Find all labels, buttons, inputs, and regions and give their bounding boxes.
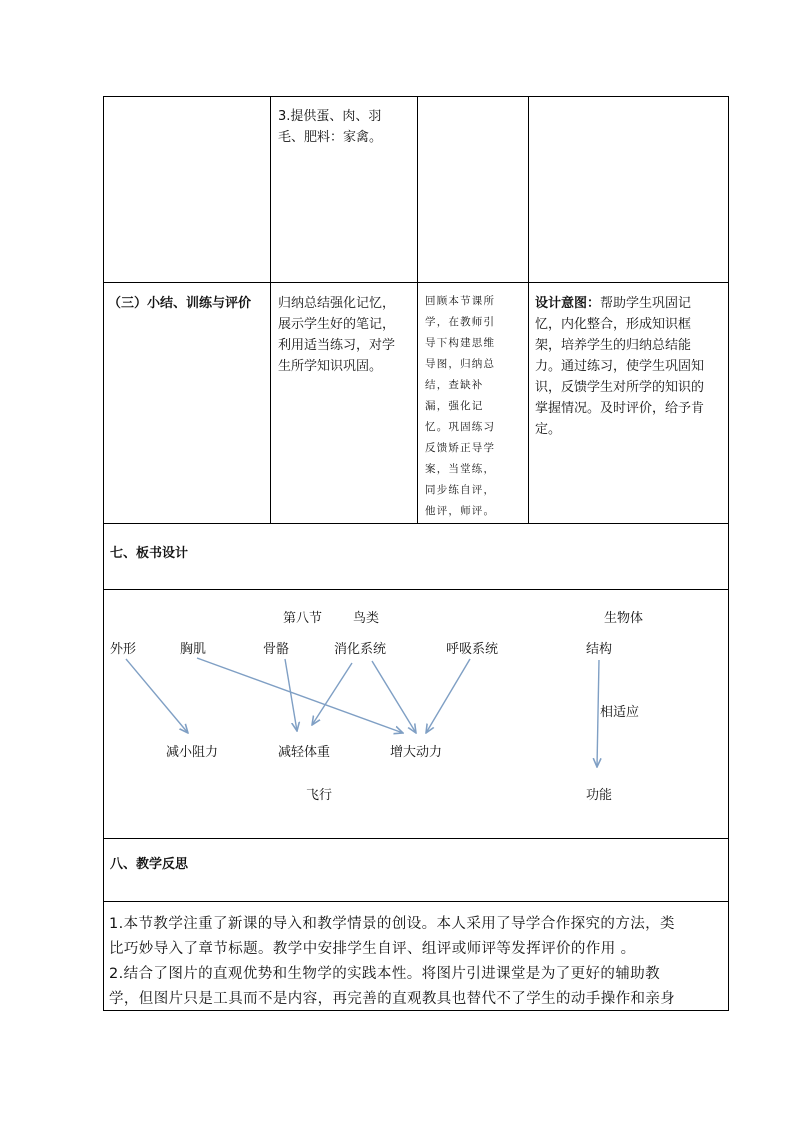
text-line: 漏，强化记 [425, 400, 484, 412]
effect-increase-power: 增大动力 [390, 745, 443, 760]
board-organism: 生物体 [604, 611, 644, 626]
section-7-title: 七、板书设计 [110, 546, 189, 561]
board-title-topic: 鸟类 [353, 611, 380, 626]
board-result-flight: 飞行 [306, 788, 333, 803]
arrow-digestive-to-weight [312, 663, 352, 725]
section-8-title: 八、教学反思 [110, 857, 189, 872]
text-line: 利用适当练习，对学 [278, 338, 396, 353]
effect-reduce-weight: 减轻体重 [278, 745, 331, 760]
text-line: 展示学生好的笔记， [278, 317, 396, 332]
feature-digestive-system: 消化系统 [334, 642, 387, 657]
arrow-skeleton-to-weight [285, 659, 297, 731]
text-line: 比巧妙导入了章节标题。教学中安排学生自评、组评或师评等发挥评价的作用 。 [109, 941, 636, 957]
design-intent-label: 设计意图： [535, 296, 601, 311]
text-line: 归纳总结强化记忆， [278, 296, 396, 311]
text-line: 同步练自评， [425, 484, 496, 496]
text-line: 结，查缺补 [425, 379, 484, 391]
text-line: 回顾本节课所 [425, 295, 496, 307]
text-line: 1.本节教学注重了新课的导入和教学情景的创设。本人采用了导学合作探究的方法，类 [109, 916, 675, 932]
text-line: 忆，内化整合，形成知识框 [535, 317, 692, 332]
board-structure: 结构 [586, 642, 613, 657]
text-line: 他评，师评。 [425, 505, 496, 517]
effect-reduce-resistance: 减小阻力 [166, 745, 219, 760]
arrow-digestive-to-power [372, 661, 416, 733]
feature-appearance: 外形 [110, 642, 137, 657]
text-line: 定。 [535, 422, 562, 437]
arrow-structure-to-function [597, 660, 599, 767]
board-title-section: 第八节 [283, 611, 323, 626]
text-line: 架，培养学生的归纳总结能 [535, 338, 692, 353]
text-line: 2.结合了图片的直观优势和生物学的实践本性。将图片引进课堂是为了更好的辅助教 [109, 966, 661, 982]
feature-respiratory-system: 呼吸系统 [446, 642, 499, 657]
text-line: 反馈矫正导学 [425, 442, 496, 454]
text-line: 生所学知识巩固。 [278, 359, 383, 374]
feature-chest-muscle: 胸肌 [180, 642, 207, 657]
board-function: 功能 [586, 788, 613, 803]
text-line: 力。通过练习，使学生巩固知 [535, 359, 705, 374]
arrow-respiratory-to-power [426, 659, 470, 733]
text-line: 忆。巩固练习 [425, 421, 496, 433]
design-intent-first: 帮助学生巩固记 [600, 296, 692, 311]
text-line: 案，当堂练， [425, 463, 496, 475]
reflection-text [109, 912, 726, 1012]
feature-skeleton: 骨骼 [263, 642, 290, 657]
text-line: 3.提供蛋、肉、羽 [278, 109, 382, 124]
text-line: 毛、肥料：家禽。 [278, 130, 383, 145]
text-line: 学，在教师引 [425, 316, 496, 328]
text-line: 掌握情况。及时评价，给予肯 [535, 401, 705, 416]
row2-col1-heading: （三）小结、训练与评价 [108, 296, 252, 311]
arrow-chest-to-power [197, 658, 403, 733]
arrow-appearance-to-resistance [126, 659, 188, 733]
text-line: 导图，归纳总 [425, 358, 496, 370]
board-adapt: 相适应 [600, 705, 640, 720]
text-line: 导下构建思维 [425, 337, 496, 349]
text-line: 识，反馈学生对所学的知识的 [535, 380, 705, 395]
text-line: 学，但图片只是工具而不是内容，再完善的直观教具也替代不了学生的动手操作和亲身 [109, 991, 676, 1007]
